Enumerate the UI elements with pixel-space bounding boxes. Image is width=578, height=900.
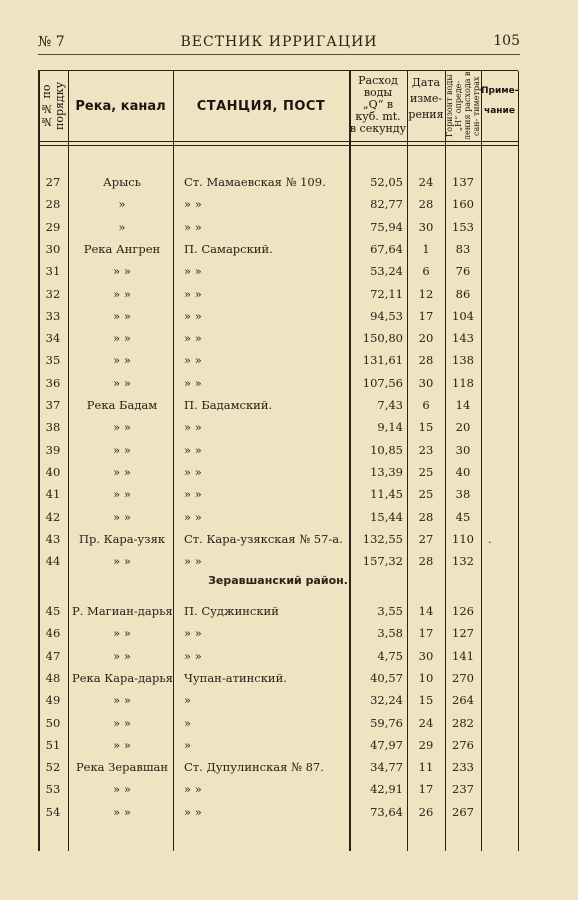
station-name: » xyxy=(184,716,192,730)
station-name: » » xyxy=(184,465,202,479)
flow-value: 73,64 xyxy=(370,805,403,819)
table-row xyxy=(38,551,518,573)
river-name: » » xyxy=(113,353,131,367)
river-name: » » xyxy=(113,443,131,457)
water-level: 264 xyxy=(452,693,474,707)
row-number: 53 xyxy=(45,782,61,796)
river-name: » » xyxy=(113,693,131,707)
row-number: 49 xyxy=(45,693,61,707)
table-row xyxy=(38,373,518,395)
measurement-date: 17 xyxy=(418,309,434,323)
table-row xyxy=(38,507,518,529)
table-row xyxy=(38,172,518,194)
table-row xyxy=(38,306,518,328)
row-number: 43 xyxy=(45,532,61,546)
page-number: 105 xyxy=(493,33,520,49)
station-name: » » xyxy=(184,782,202,796)
measurement-date: 28 xyxy=(418,353,434,367)
flow-value: 67,64 xyxy=(370,242,403,256)
station-name: П. Бадамский. xyxy=(184,398,273,412)
column-header-flow: Расход воды „Q“ в куб. mt. в секунду xyxy=(349,74,407,135)
water-level: 118 xyxy=(452,376,474,390)
river-name: » xyxy=(118,220,126,234)
flow-value: 9,14 xyxy=(377,420,403,434)
row-number: 30 xyxy=(45,242,61,256)
river-name: » » xyxy=(113,738,131,752)
column-header-date: Дата изме- рения xyxy=(408,76,444,121)
row-number: 32 xyxy=(45,287,61,301)
station-name: Ст. Кара-узякская № 57-а. xyxy=(184,532,343,546)
table-row xyxy=(38,484,518,506)
river-name: » » xyxy=(113,510,131,524)
journal-title: ВЕСТНИК ИРРИГАЦИИ xyxy=(180,34,378,50)
flow-value: 53,24 xyxy=(370,264,403,278)
river-name: » » xyxy=(113,331,131,345)
water-level: 276 xyxy=(452,738,474,752)
station-name: » » xyxy=(184,220,202,234)
measurement-date: 15 xyxy=(418,420,434,434)
flow-value: 3,55 xyxy=(377,604,403,618)
station-name: » » xyxy=(184,376,202,390)
row-number: 41 xyxy=(45,487,61,501)
water-level: 110 xyxy=(452,532,474,546)
station-name: » » xyxy=(184,331,202,345)
station-name: » » xyxy=(184,510,202,524)
measurement-date: 11 xyxy=(418,760,434,774)
measurement-date: 24 xyxy=(418,175,434,189)
measurement-date: 6 xyxy=(422,398,430,412)
water-level: 137 xyxy=(452,175,474,189)
water-level: 40 xyxy=(455,465,471,479)
water-level: 126 xyxy=(452,604,474,618)
measurement-date: 26 xyxy=(418,805,434,819)
measurement-date: 28 xyxy=(418,197,434,211)
station-name: » » xyxy=(184,649,202,663)
flow-value: 75,94 xyxy=(370,220,403,234)
river-name: Р. Магиан-дарья xyxy=(72,604,173,618)
river-name: » » xyxy=(113,264,131,278)
table-row xyxy=(38,646,518,668)
river-name: Река Бадам xyxy=(86,398,158,412)
table-row xyxy=(38,668,518,690)
table-row xyxy=(38,623,518,645)
row-number: 42 xyxy=(45,510,61,524)
water-level: 38 xyxy=(455,487,471,501)
river-name: » » xyxy=(113,487,131,501)
table-row xyxy=(38,462,518,484)
table-row xyxy=(38,757,518,779)
row-number: 40 xyxy=(45,465,61,479)
river-name: Арысь xyxy=(103,175,141,189)
flow-value: 3,58 xyxy=(377,626,403,640)
flow-value: 10,85 xyxy=(370,443,403,457)
running-header xyxy=(38,32,520,52)
flow-value: 72,11 xyxy=(370,287,403,301)
water-level: 143 xyxy=(452,331,474,345)
water-level: 45 xyxy=(455,510,471,524)
flow-value: 52,05 xyxy=(370,175,403,189)
flow-value: 34,77 xyxy=(370,760,403,774)
flow-value: 4,75 xyxy=(377,649,403,663)
flow-value: 40,57 xyxy=(370,671,403,685)
water-level: 153 xyxy=(452,220,474,234)
column-header-seq: №№ по порядку xyxy=(40,81,66,131)
table-row xyxy=(38,690,518,712)
row-number: 34 xyxy=(45,331,61,345)
river-name: » » xyxy=(113,465,131,479)
water-level: 141 xyxy=(452,649,474,663)
flow-value: 131,61 xyxy=(362,353,403,367)
row-number: 29 xyxy=(45,220,61,234)
river-name: » » xyxy=(113,626,131,640)
table-row xyxy=(38,440,518,462)
row-number: 44 xyxy=(45,554,61,568)
flow-value: 157,32 xyxy=(362,554,403,568)
water-level: 104 xyxy=(452,309,474,323)
flow-value: 107,56 xyxy=(362,376,403,390)
table-row xyxy=(38,802,518,824)
water-level: 14 xyxy=(455,398,471,412)
station-name: Чупан-атинский. xyxy=(184,671,287,685)
measurement-date: 28 xyxy=(418,510,434,524)
measurement-table xyxy=(38,70,518,851)
row-number: 38 xyxy=(45,420,61,434)
river-name: » » xyxy=(113,805,131,819)
flow-value: 42,91 xyxy=(370,782,403,796)
column-header-gauge: Горизонт воды „Н“ опреде- ления расхода в сан- тиметрах xyxy=(445,71,481,141)
column-header-river: Река, канал xyxy=(75,99,166,114)
table-row xyxy=(38,328,518,350)
river-name: » » xyxy=(113,782,131,796)
column-header-station: СТАНЦИЯ, ПОСТ xyxy=(196,99,326,114)
water-level: 282 xyxy=(452,716,474,730)
table-row xyxy=(38,395,518,417)
table-row xyxy=(38,239,518,261)
measurement-date: 10 xyxy=(418,671,434,685)
station-name: » » xyxy=(184,197,202,211)
water-level: 20 xyxy=(455,420,471,434)
station-name: » » xyxy=(184,487,202,501)
measurement-date: 1 xyxy=(422,242,430,256)
flow-value: 132,55 xyxy=(362,532,403,546)
measurement-date: 28 xyxy=(418,554,434,568)
station-name: » » xyxy=(184,805,202,819)
header-rule-lower xyxy=(38,145,518,146)
river-name: » » xyxy=(113,716,131,730)
row-number: 54 xyxy=(45,805,61,819)
flow-value: 150,80 xyxy=(362,331,403,345)
flow-value: 11,45 xyxy=(370,487,403,501)
row-number: 36 xyxy=(45,376,61,390)
water-level: 138 xyxy=(452,353,474,367)
river-name: » » xyxy=(113,309,131,323)
water-level: 83 xyxy=(455,242,471,256)
measurement-date: 14 xyxy=(418,604,434,618)
measurement-date: 25 xyxy=(418,487,434,501)
water-level: 76 xyxy=(455,264,471,278)
station-name: Ст. Дупулинская № 87. xyxy=(184,760,324,774)
water-level: 127 xyxy=(452,626,474,640)
measurement-date: 12 xyxy=(418,287,434,301)
measurement-date: 30 xyxy=(418,649,434,663)
river-name: » » xyxy=(113,554,131,568)
row-number: 35 xyxy=(45,353,61,367)
river-name: Пр. Кара-узяк xyxy=(78,532,166,546)
flow-value: 15,44 xyxy=(370,510,403,524)
water-level: 267 xyxy=(452,805,474,819)
water-level: 237 xyxy=(452,782,474,796)
table-row xyxy=(38,779,518,801)
flow-value: 32,24 xyxy=(370,693,403,707)
station-name: » » xyxy=(184,264,202,278)
river-name: » xyxy=(118,197,126,211)
column-header-note: Приме- чание xyxy=(481,86,519,116)
table-border-right xyxy=(518,71,519,851)
water-level: 30 xyxy=(455,443,471,457)
measurement-date: 25 xyxy=(418,465,434,479)
flow-value: 59,76 xyxy=(370,716,403,730)
row-number: 48 xyxy=(45,671,61,685)
measurement-date: 29 xyxy=(418,738,434,752)
river-name: Река Ангрен xyxy=(83,242,161,256)
measurement-date: 30 xyxy=(418,376,434,390)
measurement-date: 27 xyxy=(418,532,434,546)
station-name: » » xyxy=(184,309,202,323)
water-level: 86 xyxy=(455,287,471,301)
row-number: 46 xyxy=(45,626,61,640)
table-row xyxy=(38,217,518,239)
row-number: 31 xyxy=(45,264,61,278)
row-number: 47 xyxy=(45,649,61,663)
measurement-date: 23 xyxy=(418,443,434,457)
river-name: » » xyxy=(113,287,131,301)
flow-value: 13,39 xyxy=(370,465,403,479)
flow-value: 94,53 xyxy=(370,309,403,323)
issue-number: № 7 xyxy=(38,34,65,50)
header-rule-upper xyxy=(38,141,518,142)
flow-value: 82,77 xyxy=(370,197,403,211)
row-number: 50 xyxy=(45,716,61,730)
measurement-date: 30 xyxy=(418,220,434,234)
station-name: » » xyxy=(184,554,202,568)
section-title: Зеравшанский район. xyxy=(208,574,348,587)
station-name: » xyxy=(184,738,192,752)
flow-value: 47,97 xyxy=(370,738,403,752)
station-name: » » xyxy=(184,626,202,640)
flow-value: 7,43 xyxy=(377,398,403,412)
table-row xyxy=(38,350,518,372)
table-row xyxy=(38,284,518,306)
table-row xyxy=(38,194,518,216)
row-number: 45 xyxy=(45,604,61,618)
river-name: » » xyxy=(113,376,131,390)
measurement-date: 17 xyxy=(418,626,434,640)
measurement-date: 6 xyxy=(422,264,430,278)
station-name: » » xyxy=(184,420,202,434)
river-name: Река Кара-дарья xyxy=(72,671,173,685)
measurement-date: 20 xyxy=(418,331,434,345)
water-level: 233 xyxy=(452,760,474,774)
table-row xyxy=(38,529,518,551)
table-row xyxy=(38,735,518,757)
water-level: 160 xyxy=(452,197,474,211)
station-name: Ст. Мамаевская № 109. xyxy=(184,175,326,189)
row-number: 33 xyxy=(45,309,61,323)
measurement-date: 17 xyxy=(418,782,434,796)
row-number: 37 xyxy=(45,398,61,412)
station-name: » » xyxy=(184,287,202,301)
river-name: Река Зеравшан xyxy=(75,760,169,774)
header-rule xyxy=(38,54,520,55)
row-number: 39 xyxy=(45,443,61,457)
river-name: » » xyxy=(113,420,131,434)
row-number: 28 xyxy=(45,197,61,211)
station-name: П. Суджинский xyxy=(184,604,279,618)
station-name: » » xyxy=(184,353,202,367)
station-name: » » xyxy=(184,443,202,457)
river-name: » » xyxy=(113,649,131,663)
table-row xyxy=(38,417,518,439)
note: . xyxy=(488,532,492,546)
measurement-date: 24 xyxy=(418,716,434,730)
table-row xyxy=(38,601,518,623)
row-number: 51 xyxy=(45,738,61,752)
water-level: 132 xyxy=(452,554,474,568)
row-number: 27 xyxy=(45,175,61,189)
table-row xyxy=(38,261,518,283)
station-name: П. Самарский. xyxy=(184,242,273,256)
table-row xyxy=(38,713,518,735)
station-name: » xyxy=(184,693,192,707)
water-level: 270 xyxy=(452,671,474,685)
row-number: 52 xyxy=(45,760,61,774)
measurement-date: 15 xyxy=(418,693,434,707)
